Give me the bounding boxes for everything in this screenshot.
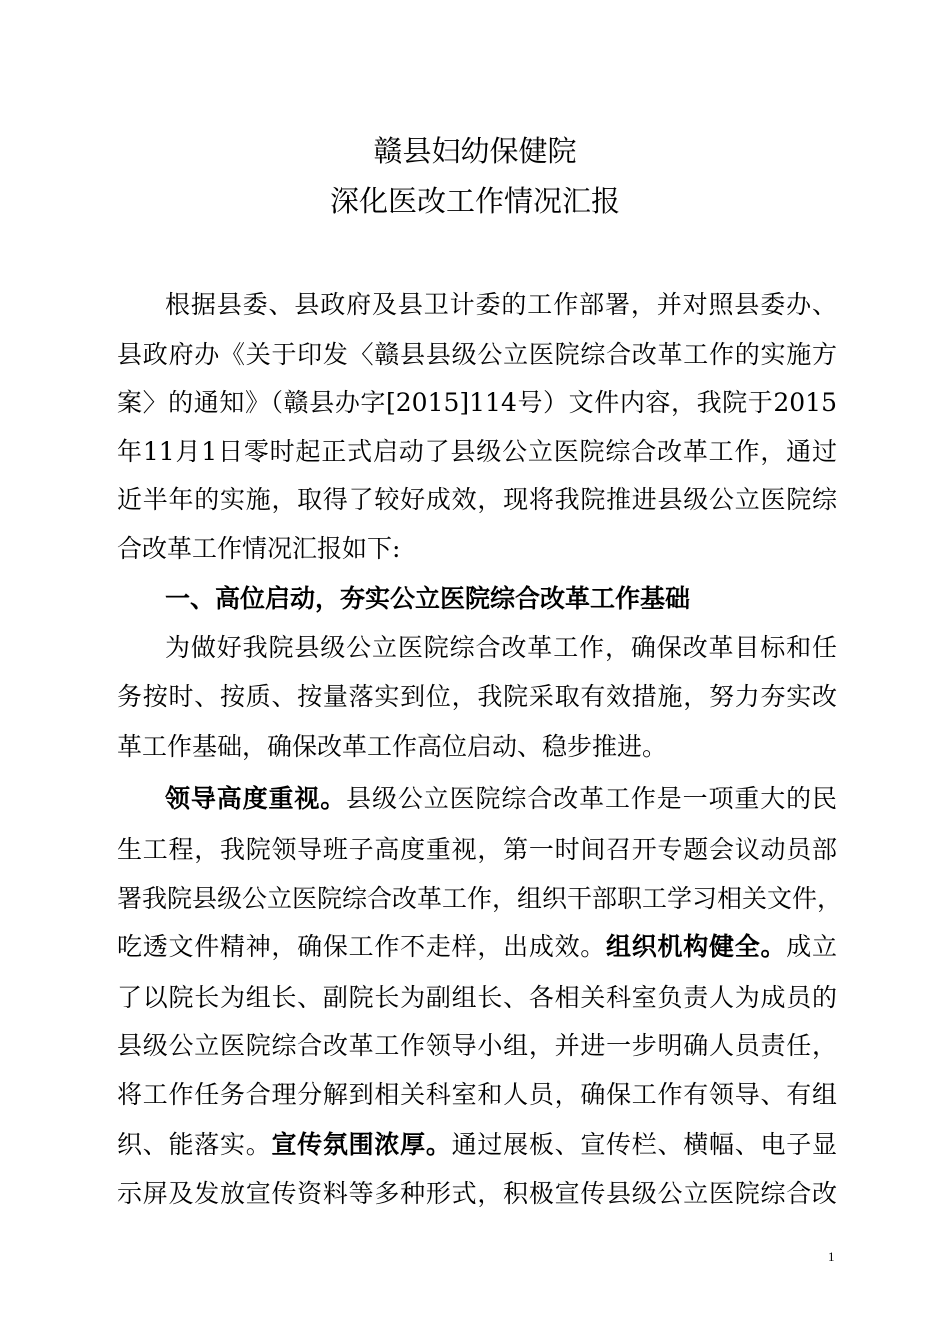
- text-line: 年11月1日零时起正式启动了县级公立医院综合改革工作，通过: [117, 437, 837, 466]
- text-line: 革工作基础，确保改革工作高位启动、稳步推进。: [117, 732, 668, 761]
- text-span: 成立: [786, 932, 837, 961]
- text-span: 织、能落实。: [117, 1130, 272, 1159]
- text-span: 通过展板、宣传栏、横幅、电子显: [451, 1130, 837, 1159]
- text-line: 将工作任务合理分解到相关科室和人员，确保工作有领导、有组: [117, 1080, 837, 1109]
- text-line: 合改革工作情况汇报如下:: [117, 534, 401, 563]
- text-line: [165, 782, 837, 816]
- text-line: [117, 1128, 837, 1162]
- text-line: 县级公立医院综合改革工作领导小组，并进一步明确人员责任，: [117, 1031, 837, 1060]
- text-line: 为做好我院县级公立医院综合改革工作，确保改革目标和任: [165, 633, 837, 662]
- text-line: 了以院长为组长、副院长为副组长、各相关科室负责人为成员的: [117, 983, 837, 1012]
- text-line: 务按时、按质、按量落实到位，我院采取有效措施，努力夯实改: [117, 682, 837, 711]
- text-span: 县级公立医院综合改革工作是一项重大的民: [346, 784, 837, 813]
- text-span: 吃透文件精神，确保工作不走样，出成效。: [117, 932, 607, 961]
- bold-lead-phrase: 组织机构健全。: [606, 932, 787, 961]
- text-line: 生工程，我院领导班子高度重视，第一时间召开专题会议动员部: [117, 835, 837, 864]
- title-line-2: 深化医改工作情况汇报: [329, 184, 620, 218]
- bold-lead-phrase: 宣传氛围浓厚。: [271, 1130, 452, 1159]
- bold-lead-phrase: 领导高度重视。: [165, 784, 347, 813]
- title-line-1: 赣县妇幼保健院: [373, 134, 577, 168]
- page-number: 1: [828, 1249, 835, 1264]
- text-line: 示屏及发放宣传资料等多种形式，积极宣传县级公立医院综合改: [117, 1179, 837, 1208]
- text-line: [117, 930, 837, 964]
- text-line: 根据县委、县政府及县卫计委的工作部署，并对照县委办、: [165, 290, 837, 319]
- section-heading: 一、高位启动，夯实公立医院综合改革工作基础: [165, 584, 691, 613]
- text-line: 县政府办《关于印发〈赣县县级公立医院综合改革工作的实施方: [117, 340, 837, 369]
- text-line: 署我院县级公立医院综合改革工作，组织干部职工学习相关文件，: [117, 884, 843, 913]
- text-line: 案〉的通知》（赣县办字[2015]114号）文件内容，我院于2015: [117, 388, 837, 417]
- text-line: 近半年的实施，取得了较好成效，现将我院推进县级公立医院综: [117, 485, 837, 514]
